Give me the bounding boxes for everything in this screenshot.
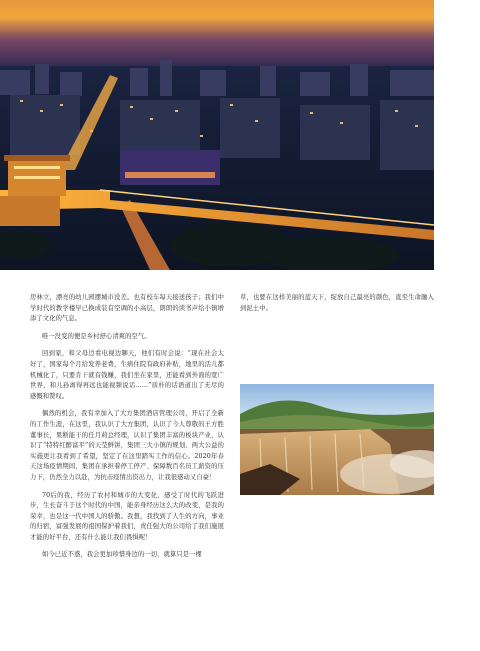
cityscape-night-illustration — [0, 0, 434, 270]
waterfall-photo — [240, 384, 434, 495]
paragraph: 偶然的机会，我有幸加入了大方集团酒店管理公司，开启了全新的工作生涯，在这里，我认识了大方集团，认识了今人尊敬的王方胜董事长，果断能干的任月莉总经理，认识了集团丰富的板块产业，认识了“特特红醉富平”的天莹鲜饼，集团三大小镇的规划、两大公益的实施更让我看到了希望，坚定了在这里踏实工作的信心。2020年春天这场疫情期间，集团在承担着停工停产、保障数百名员工薪资的压力下，仍然全力以赴，为抗击疫情出资出力，让我很感动又自豪！ — [30, 410, 224, 481]
paragraph: 70后的我，经历了农村和城市的大变化，感受了时代的飞跃进步，生长奋斗于这个时代的中国，能亲身经历这么大的改变，是我的荣幸，也是这一代中国人的骄傲。我想，我找到了人生的方向，事业的归宿，富强发展的祖国保护着我们，责任强大的公司给了我们施展才能的好平台，还有什么能让我们畏惧呢！ — [30, 491, 224, 541]
paragraph: 如今已近不惑，我会更加珍惜身边的一切，就算只是一棵 — [42, 551, 202, 559]
cityscape-night-photo — [0, 0, 434, 270]
paragraph: 草，也要在这样美丽的蓝天下，绽放自己最亮的颜色，直至生命融入到泥土中。 — [240, 294, 434, 312]
article-right-column — [240, 293, 434, 321]
article-left-column — [30, 293, 224, 568]
paragraph: 回到家，和父母边看电视边聊天，他们有时会说：“现在社会太好了，国家每个月给发养老费，生病住院有政府补贴，地里的活儿都机械化了，只要肯干就有钱赚，我们坐在家里，还能看到外面的宽广世界，和儿孙离得再远也能视频说话……”质朴的话语道出了无尽的感慨和赞叹。 — [30, 350, 224, 400]
waterfall-illustration — [240, 384, 434, 495]
paragraph: 唯一没变的便是乡村舒心清爽的空气。 — [42, 332, 151, 340]
paragraph: 房林立，漂亮的幼儿园摆城市没差。也有校车每天接送孩子；我们中学时代的教学楼早已换成装有空调的小高层，朗朗的读书声给小镇增添了文化的气息。 — [30, 294, 224, 323]
